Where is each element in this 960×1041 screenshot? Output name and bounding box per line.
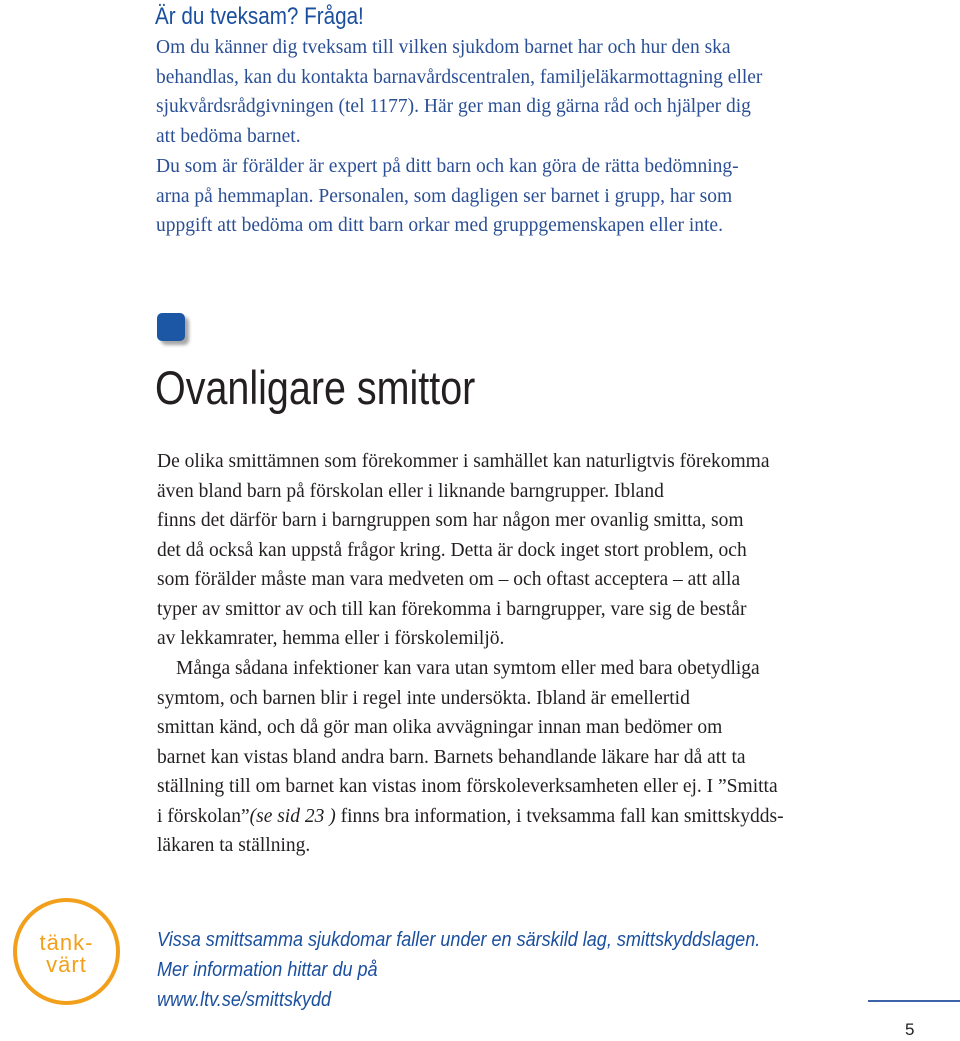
section-title: Ovanligare smittor	[155, 361, 476, 414]
text-line: sjukvårdsrådgivningen (tel 1177). Här ger man dig gärna råd och hjälper dig	[156, 96, 751, 117]
text-line: typer av smittor av och till kan förekomma i barngrupper, vare sig de består	[157, 598, 747, 620]
text-line: som förälder måste man vara medveten om – och oftast acceptera – att alla	[157, 569, 741, 590]
intro-paragraph-1	[156, 33, 916, 151]
note-line: Vissa smittsamma sjukdomar faller under en särskild lag, smittskyddslagen.	[157, 928, 761, 951]
text-line: uppgift att bedöma om ditt barn orkar med gruppgemenskapen eller inte.	[156, 215, 723, 236]
text-line: Om du känner dig tveksam till vilken sjukdom barnet har och hur den ska	[156, 37, 731, 58]
text-line: av lekkamrater, hemma eller i förskolemiljö.	[157, 628, 505, 649]
section-marker-icon	[157, 313, 185, 341]
reference-text: finns bra information, i tveksamma fall kan smittskydds-	[335, 805, 784, 827]
note-line	[157, 955, 760, 1015]
text-line: läkaren ta ställning.	[157, 835, 311, 856]
text-line: även bland barn på förskolan eller i liknande barngrupper. Ibland	[157, 480, 664, 502]
text-line	[157, 802, 917, 832]
text-line: ställning till om barnet kan vistas inom förskoleverksamheten eller ej. I ”Smitta	[157, 776, 778, 797]
page-number: 5	[905, 1020, 915, 1039]
text-line: behandlas, kan du kontakta barnavårdscentralen, familjeläkarmottagning eller	[156, 66, 763, 88]
intro-paragraph-2	[156, 152, 916, 241]
page-reference: (se sid 23 )	[249, 805, 336, 827]
text-line: Många sådana infektioner kan vara utan symtom eller med bara obetydliga	[176, 658, 760, 679]
reference-text: i förskolan”	[157, 805, 250, 827]
text-line: smittan känd, och då gör man olika avvägningar innan man bedömer om	[157, 717, 723, 738]
badge-label: värt	[46, 952, 87, 977]
text-line: Du som är förälder är expert på ditt barn och kan göra de rätta bedömning-	[156, 156, 739, 177]
text-line: arna på hemmaplan. Personalen, som dagligen ser barnet i grupp, har som	[156, 185, 733, 207]
text-line: barnet kan vistas bland andra barn. Barnets behandlande läkare har då att ta	[157, 746, 746, 768]
text-line: finns det därför barn i barngruppen som har någon mer ovanlig smitta, som	[157, 510, 744, 531]
tankvart-badge-icon	[13, 898, 120, 1005]
note-text: Mer information hittar du på	[157, 958, 378, 981]
note	[157, 925, 760, 1015]
footer-divider	[868, 1000, 960, 1002]
body-paragraph-1	[157, 447, 917, 654]
text-line: att bedöma barnet.	[156, 125, 301, 147]
text-line: De olika smittämnen som förekommer i samhället kan naturligtvis förekomma	[157, 451, 770, 472]
text-line: det då också kan uppstå frågor kring. Detta är dock inget stort problem, och	[157, 539, 747, 561]
text-line: symtom, och barnen blir i regel inte undersökta. Ibland är emellertid	[157, 687, 690, 709]
website-link[interactable]: www.ltv.se/smittskydd	[157, 988, 332, 1011]
badge-label: tänk-	[39, 930, 94, 955]
intro-heading: Är du tveksam? Fråga!	[155, 3, 364, 30]
body-paragraph-2	[157, 654, 917, 861]
